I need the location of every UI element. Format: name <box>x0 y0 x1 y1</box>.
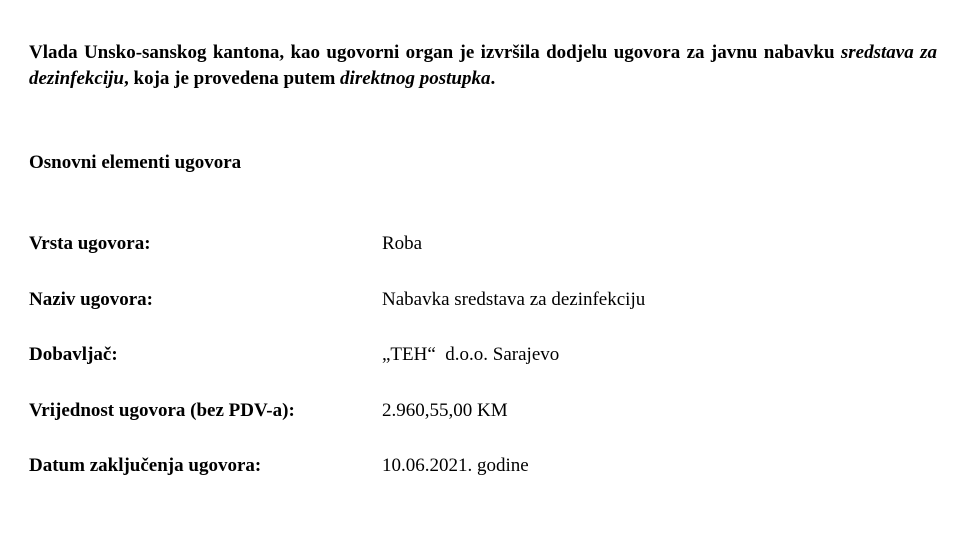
field-value-supplier: „TEH“ d.o.o. Sarajevo <box>382 344 560 365</box>
field-value-conclusion-date: 10.06.2021. godine <box>382 455 529 476</box>
section-heading: Osnovni elementi ugovora <box>29 152 242 173</box>
field-row-conclusion-date <box>29 454 929 478</box>
field-label-contract-name: Naziv ugovora: <box>29 289 154 310</box>
intro-procedure: direktnog postupka <box>340 68 491 89</box>
intro-text-part2: , koja je provedena putem <box>124 68 341 89</box>
field-row-supplier <box>29 343 929 367</box>
field-row-contract-name <box>29 288 929 312</box>
field-label-contract-type: Vrsta ugovora: <box>29 233 151 254</box>
field-value-contract-name: Nabavka sredstava za dezinfekciju <box>382 289 646 310</box>
intro-text-part3: . <box>490 68 496 89</box>
intro-paragraph <box>29 40 937 92</box>
field-label-supplier: Dobavljač: <box>29 344 118 365</box>
field-label-conclusion-date: Datum zaključenja ugovora: <box>29 455 262 476</box>
field-label-contract-value: Vrijednost ugovora (bez PDV-a): <box>29 400 295 421</box>
field-value-contract-type: Roba <box>382 233 423 254</box>
field-row-contract-value <box>29 399 929 423</box>
intro-subject: sredstava za dezinfekciju <box>29 42 937 89</box>
intro-text-part1: Vlada Unsko-sanskog kantona, kao ugovorni organ je izvršila dodjelu ugovora za javnu nabavku <box>29 42 841 63</box>
field-value-contract-value: 2.960,55,00 KM <box>382 400 508 421</box>
field-row-contract-type <box>29 232 929 256</box>
